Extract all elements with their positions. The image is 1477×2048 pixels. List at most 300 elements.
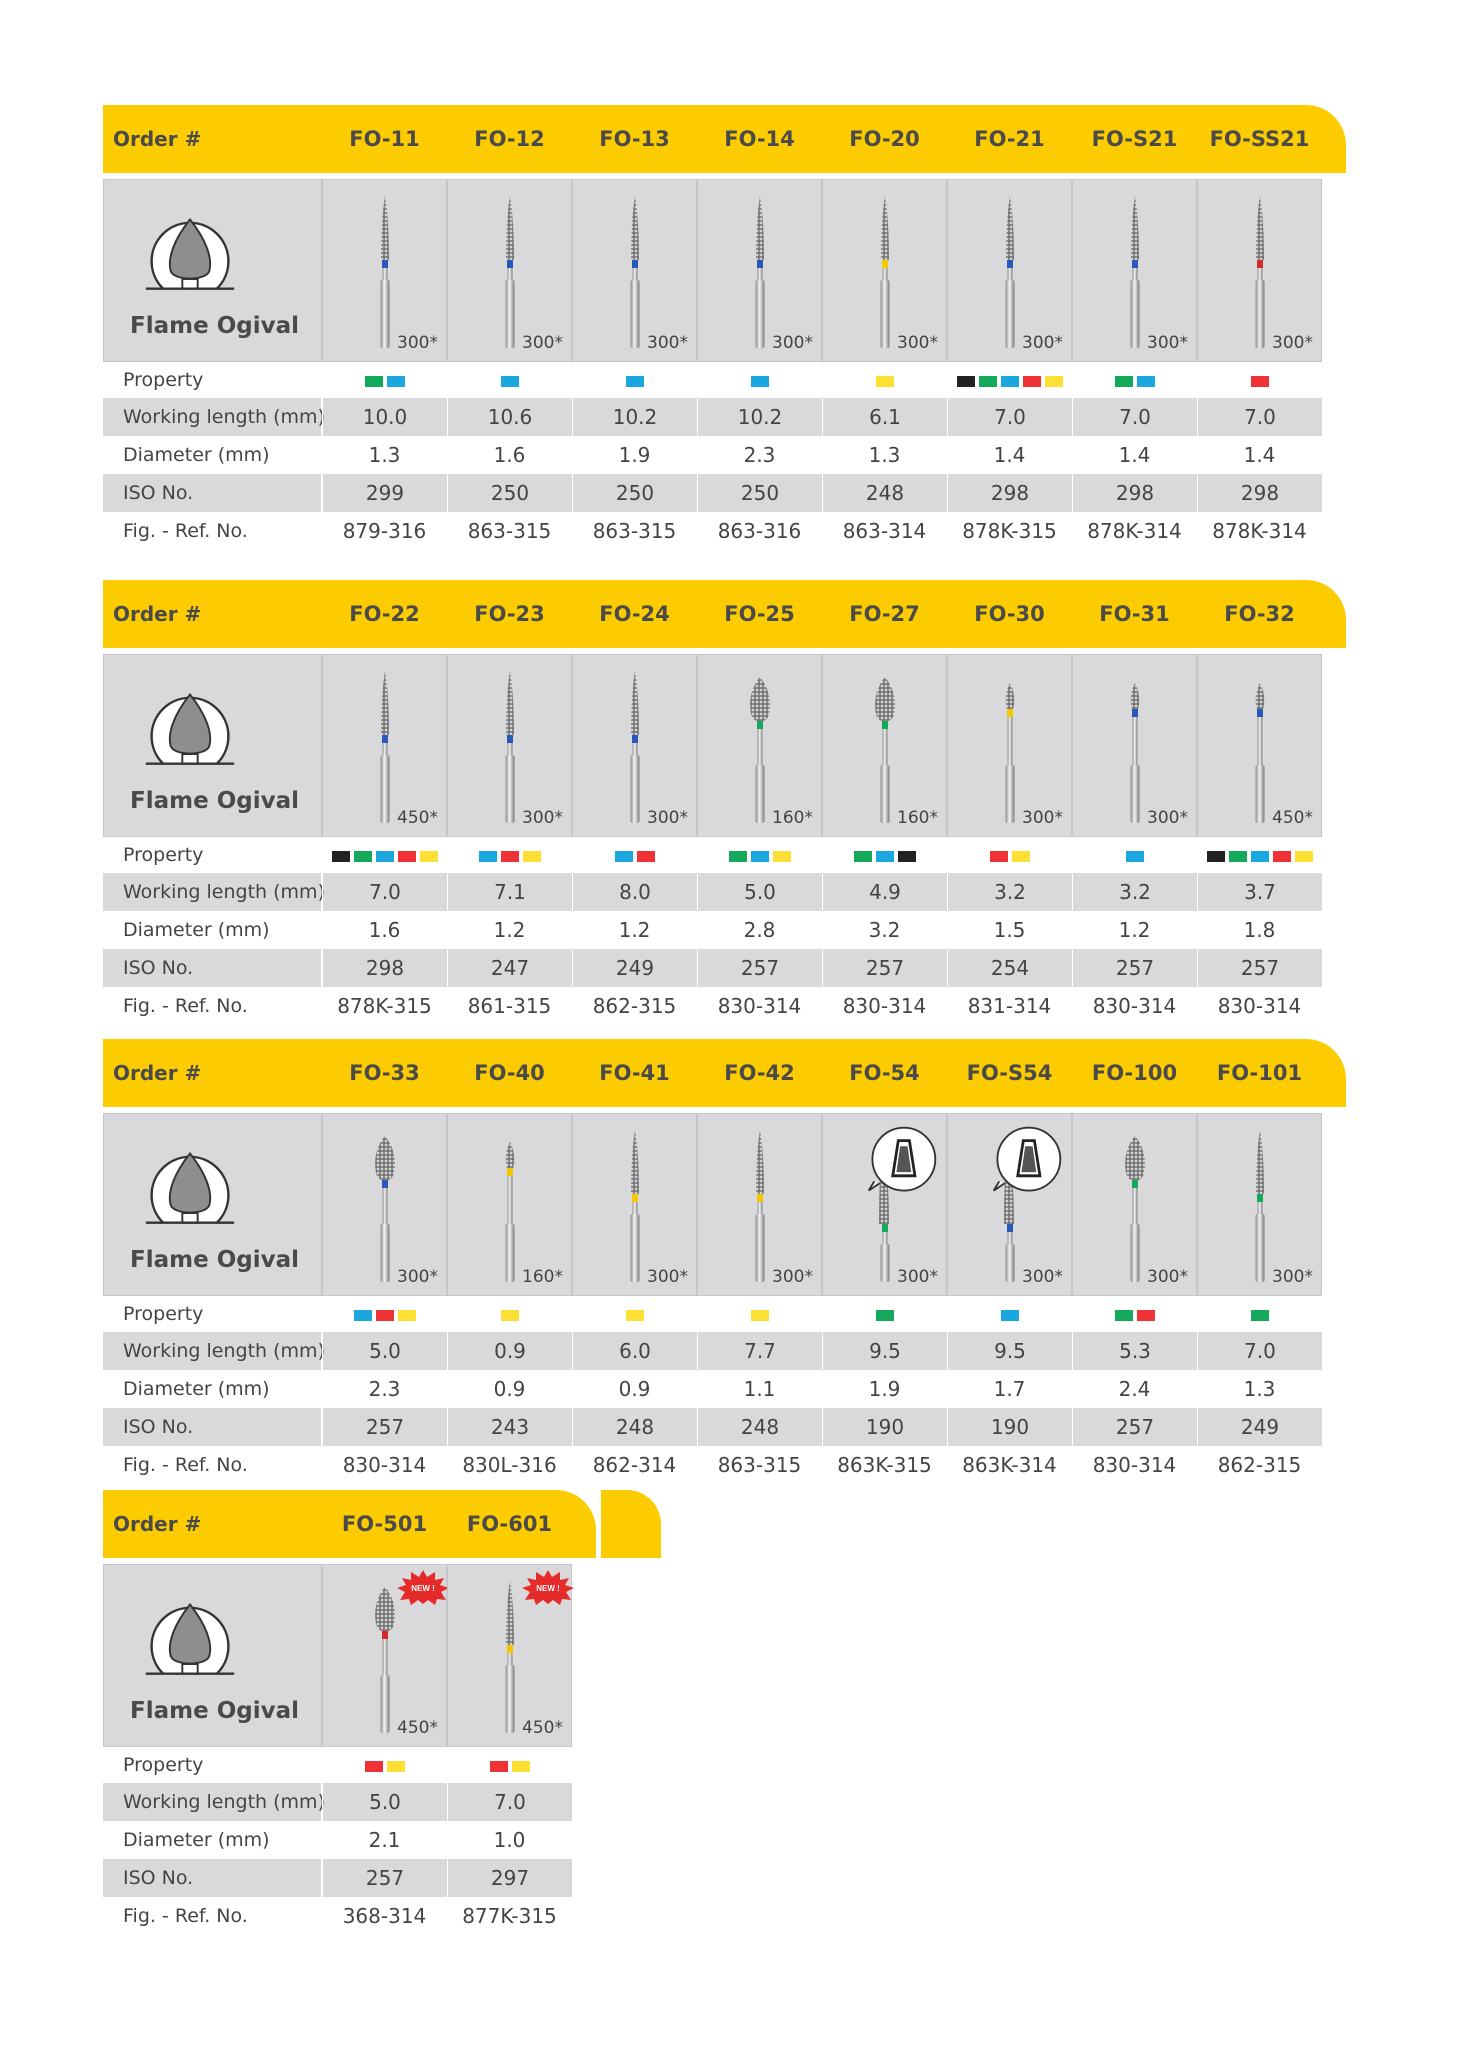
grit-label: 160* [522, 1267, 563, 1287]
working-length-value: 7.0 [1072, 398, 1197, 436]
new-badge-text: NEW ! [536, 1584, 560, 1593]
bur-cell [572, 1113, 697, 1296]
iso-number-value: 257 [1072, 949, 1197, 987]
fig-ref-number-value: 877K-315 [462, 1904, 557, 1928]
bur-cell [697, 654, 822, 837]
bur-image [740, 665, 780, 830]
property-row [103, 362, 1322, 398]
blue-swatch [876, 851, 894, 862]
bur-image [365, 190, 405, 355]
order-code: FO-14 [724, 127, 795, 151]
property-swatches [697, 843, 822, 867]
working-length-value: 6.0 [572, 1332, 697, 1370]
order-code: FO-54 [849, 1061, 920, 1085]
blue-swatch [615, 851, 633, 862]
flame-ogival-icon [142, 1142, 238, 1238]
fig-ref-number-label: Fig. - Ref. No. [123, 1905, 248, 1927]
iso-number-value: 257 [822, 949, 947, 987]
fig-ref-number-row [103, 1446, 1322, 1484]
fig-ref-number-value: 878K-314 [1087, 519, 1182, 543]
bur-cell [1197, 654, 1322, 837]
iso-number-value: 298 [1197, 474, 1322, 512]
fig-ref-number-label: Fig. - Ref. No. [123, 995, 248, 1017]
diameter-value: 2.3 [368, 1377, 401, 1401]
property-swatches [572, 1302, 697, 1326]
bur-image [1115, 190, 1155, 355]
diameter-value: 1.4 [1118, 443, 1151, 467]
fig-ref-number-value: 863-314 [842, 519, 927, 543]
iso-number-label: ISO No. [103, 949, 322, 987]
bur-image [1240, 665, 1280, 830]
working-length-row [103, 873, 1322, 911]
grit-label: 300* [397, 333, 438, 353]
fig-ref-number-value: 862-314 [592, 1453, 677, 1477]
diameter-value: 2.8 [743, 918, 776, 942]
green-swatch [729, 851, 747, 862]
order-header [103, 1490, 596, 1558]
order-code: FO-SS21 [1209, 127, 1310, 151]
diameter-label: Diameter (mm) [123, 919, 270, 941]
property-swatches [822, 1302, 947, 1326]
red-swatch [1023, 376, 1041, 387]
fig-ref-number-value: 861-315 [467, 994, 552, 1018]
fig-ref-number-value: 878K-315 [962, 519, 1057, 543]
yellow-swatch [1045, 376, 1063, 387]
bur-cell [572, 654, 697, 837]
working-length-label: Working length (mm) [103, 1783, 322, 1821]
diameter-value: 1.6 [493, 443, 526, 467]
bur-image [740, 1124, 780, 1289]
green-swatch [354, 851, 372, 862]
working-length-value: 5.0 [322, 1332, 447, 1370]
grit-label: 450* [522, 1718, 563, 1738]
working-length-row [103, 398, 1322, 436]
working-length-value: 10.2 [697, 398, 822, 436]
blue-swatch [1001, 1310, 1019, 1321]
iso-number-value: 257 [1197, 949, 1322, 987]
iso-number-value: 248 [822, 474, 947, 512]
working-length-value: 8.0 [572, 873, 697, 911]
fig-ref-number-value: 830-314 [1092, 994, 1177, 1018]
diameter-value: 2.1 [368, 1828, 401, 1852]
grit-label: 300* [1272, 1267, 1313, 1287]
green-swatch [876, 1310, 894, 1321]
bur-image [615, 190, 655, 355]
fig-ref-number-value: 862-315 [592, 994, 677, 1018]
grit-label: 450* [397, 808, 438, 828]
diameter-row [103, 911, 1322, 949]
yellow-swatch [420, 851, 438, 862]
order-label: Order # [113, 1061, 202, 1085]
working-length-value: 6.1 [822, 398, 947, 436]
iso-number-label: ISO No. [103, 1408, 322, 1446]
fig-ref-number-value: 830-314 [1092, 1453, 1177, 1477]
property-swatches [447, 368, 572, 392]
green-swatch [365, 376, 383, 387]
flame-ogival-icon [142, 1593, 238, 1689]
bur-cell [322, 1113, 447, 1296]
shape-cell [103, 1113, 322, 1296]
property-swatches [947, 843, 1072, 867]
working-length-value: 3.2 [1072, 873, 1197, 911]
bur-cell [822, 654, 947, 837]
fig-ref-number-value: 863-315 [592, 519, 677, 543]
working-length-label: Working length (mm) [103, 1332, 322, 1370]
blue-swatch [501, 376, 519, 387]
order-header [103, 580, 1346, 648]
grit-label: 300* [522, 808, 563, 828]
property-swatches [1072, 368, 1197, 392]
working-length-value: 9.5 [947, 1332, 1072, 1370]
property-swatches [572, 368, 697, 392]
red-swatch [376, 1310, 394, 1321]
yellow-swatch [387, 1761, 405, 1772]
red-swatch [501, 851, 519, 862]
shape-cell [103, 179, 322, 362]
fig-ref-number-label: Fig. - Ref. No. [123, 1454, 248, 1476]
shape-cell [103, 654, 322, 837]
working-length-value: 5.3 [1072, 1332, 1197, 1370]
blue-swatch [1001, 376, 1019, 387]
image-row [103, 1564, 572, 1747]
working-length-value: 7.0 [322, 873, 447, 911]
blue-swatch [1126, 851, 1144, 862]
working-length-row [103, 1332, 1322, 1370]
bur-image [990, 190, 1030, 355]
working-length-value: 10.6 [447, 398, 572, 436]
flame-ogival-icon [142, 683, 238, 779]
shape-name: Flame Ogival [130, 313, 299, 339]
bur-image [740, 190, 780, 355]
property-row [103, 1296, 1322, 1332]
green-swatch [979, 376, 997, 387]
diameter-value: 1.6 [368, 918, 401, 942]
grit-label: 300* [772, 1267, 813, 1287]
new-badge [396, 1569, 450, 1605]
black-swatch [1207, 851, 1225, 862]
shape-name: Flame Ogival [130, 1247, 299, 1273]
green-swatch [1115, 376, 1133, 387]
property-swatches [697, 1302, 822, 1326]
diameter-value: 0.9 [618, 1377, 651, 1401]
order-code: FO-30 [974, 602, 1045, 626]
grit-label: 300* [1022, 1267, 1063, 1287]
iso-number-value: 190 [822, 1408, 947, 1446]
order-code: FO-24 [599, 602, 670, 626]
diameter-row [103, 436, 1322, 474]
magnifier-detail-icon [990, 1124, 1064, 1198]
bur-cell [822, 179, 947, 362]
starburst-icon [521, 1569, 575, 1605]
green-swatch [1229, 851, 1247, 862]
iso-number-label: ISO No. [103, 1859, 322, 1897]
property-label: Property [123, 844, 204, 866]
bur-image [1240, 190, 1280, 355]
bur-cell [947, 179, 1072, 362]
order-code: FO-31 [1099, 602, 1170, 626]
bur-cell [447, 654, 572, 837]
bur-cell [697, 1113, 822, 1296]
diameter-value: 1.1 [743, 1377, 776, 1401]
property-label: Property [123, 1754, 204, 1776]
red-swatch [365, 1761, 383, 1772]
diameter-row [103, 1821, 572, 1859]
working-length-value: 7.0 [447, 1783, 572, 1821]
iso-number-value: 248 [697, 1408, 822, 1446]
bur-image [615, 665, 655, 830]
order-code: FO-41 [599, 1061, 670, 1085]
fig-ref-number-row [103, 987, 1322, 1025]
property-swatches [1197, 368, 1322, 392]
diameter-value: 1.3 [1243, 1377, 1276, 1401]
red-swatch [1137, 1310, 1155, 1321]
red-swatch [490, 1761, 508, 1772]
header-tab-stub [601, 1490, 661, 1558]
grit-label: 450* [397, 1718, 438, 1738]
working-length-value: 5.0 [697, 873, 822, 911]
property-swatches [947, 1302, 1072, 1326]
iso-number-value: 250 [447, 474, 572, 512]
fig-ref-number-value: 831-314 [967, 994, 1052, 1018]
diameter-label: Diameter (mm) [123, 1829, 270, 1851]
diameter-value: 1.3 [868, 443, 901, 467]
fig-ref-number-label: Fig. - Ref. No. [123, 520, 248, 542]
diameter-value: 0.9 [493, 1377, 526, 1401]
property-swatches [572, 843, 697, 867]
order-label: Order # [113, 127, 202, 151]
order-header [103, 1039, 1346, 1107]
starburst-icon [396, 1569, 450, 1605]
diameter-value: 1.3 [368, 443, 401, 467]
bur-image [1240, 1124, 1280, 1289]
property-swatches [322, 1302, 447, 1326]
order-code: FO-11 [349, 127, 420, 151]
bur-image [490, 665, 530, 830]
diameter-value: 2.3 [743, 443, 776, 467]
magnifier-detail-icon [865, 1124, 939, 1198]
grit-label: 300* [897, 1267, 938, 1287]
property-label: Property [123, 1303, 204, 1325]
bur-cell [322, 654, 447, 837]
fig-ref-number-row [103, 512, 1322, 550]
bur-cell [1197, 179, 1322, 362]
blue-swatch [354, 1310, 372, 1321]
property-swatches [947, 368, 1072, 392]
iso-number-row [103, 474, 1322, 512]
bur-cell [697, 179, 822, 362]
fig-ref-number-value: 878K-315 [337, 994, 432, 1018]
black-swatch [898, 851, 916, 862]
blue-swatch [1251, 851, 1269, 862]
order-code: FO-21 [974, 127, 1045, 151]
fig-ref-number-value: 878K-314 [1212, 519, 1307, 543]
diameter-value: 1.9 [618, 443, 651, 467]
iso-number-value: 190 [947, 1408, 1072, 1446]
bur-image [490, 1124, 530, 1289]
working-length-value: 7.0 [947, 398, 1072, 436]
fig-ref-number-value: 862-315 [1217, 1453, 1302, 1477]
diameter-label: Diameter (mm) [123, 1378, 270, 1400]
blue-swatch [376, 851, 394, 862]
property-swatches [447, 1302, 572, 1326]
iso-number-value: 243 [447, 1408, 572, 1446]
grit-label: 300* [772, 333, 813, 353]
order-code: FO-33 [349, 1061, 420, 1085]
red-swatch [398, 851, 416, 862]
working-length-row [103, 1783, 572, 1821]
fig-ref-number-value: 368-314 [342, 1904, 427, 1928]
property-swatches [1197, 843, 1322, 867]
red-swatch [1251, 376, 1269, 387]
grit-label: 300* [522, 333, 563, 353]
fig-ref-number-value: 863-315 [717, 1453, 802, 1477]
grit-label: 300* [1147, 333, 1188, 353]
blue-swatch [387, 376, 405, 387]
grit-label: 300* [1022, 333, 1063, 353]
grit-label: 300* [1147, 1267, 1188, 1287]
yellow-swatch [512, 1761, 530, 1772]
property-row [103, 837, 1322, 873]
order-code: FO-25 [724, 602, 795, 626]
working-length-value: 7.0 [1197, 398, 1322, 436]
product-table-2 [103, 580, 1322, 1025]
working-length-label: Working length (mm) [103, 873, 322, 911]
bur-cell [447, 179, 572, 362]
green-swatch [1115, 1310, 1133, 1321]
fig-ref-number-value: 830L-316 [462, 1453, 557, 1477]
grit-label: 450* [1272, 808, 1313, 828]
working-length-value: 3.2 [947, 873, 1072, 911]
bur-cell [1197, 1113, 1322, 1296]
iso-number-value: 298 [322, 949, 447, 987]
image-row [103, 1113, 1322, 1296]
blue-swatch [751, 376, 769, 387]
green-swatch [1251, 1310, 1269, 1321]
property-swatches [697, 368, 822, 392]
order-code: FO-S21 [1091, 127, 1178, 151]
diameter-value: 1.2 [1118, 918, 1151, 942]
diameter-value: 1.9 [868, 1377, 901, 1401]
working-length-value: 0.9 [447, 1332, 572, 1370]
working-length-value: 5.0 [322, 1783, 447, 1821]
fig-ref-number-value: 879-316 [342, 519, 427, 543]
bur-cell [447, 1564, 572, 1747]
diameter-row [103, 1370, 1322, 1408]
diameter-value: 1.4 [1243, 443, 1276, 467]
shape-name: Flame Ogival [130, 1698, 299, 1724]
iso-number-value: 257 [322, 1859, 447, 1897]
diameter-value: 1.8 [1243, 918, 1276, 942]
grit-label: 160* [897, 808, 938, 828]
bur-image [865, 665, 905, 830]
fig-ref-number-value: 830-314 [717, 994, 802, 1018]
iso-number-value: 248 [572, 1408, 697, 1446]
property-swatches [447, 843, 572, 867]
shape-cell [103, 1564, 322, 1747]
iso-number-row [103, 1408, 1322, 1446]
bur-image [1115, 665, 1155, 830]
fig-ref-number-value: 863-315 [467, 519, 552, 543]
yellow-swatch [398, 1310, 416, 1321]
order-code: FO-13 [599, 127, 670, 151]
bur-image [1115, 1124, 1155, 1289]
working-length-value: 3.7 [1197, 873, 1322, 911]
property-label: Property [123, 369, 204, 391]
fig-ref-number-value: 830-314 [842, 994, 927, 1018]
property-swatches [822, 843, 947, 867]
bur-cell [322, 179, 447, 362]
yellow-swatch [1295, 851, 1313, 862]
order-code: FO-501 [341, 1512, 428, 1536]
order-code: FO-27 [849, 602, 920, 626]
working-length-value: 9.5 [822, 1332, 947, 1370]
black-swatch [332, 851, 350, 862]
bur-image [990, 665, 1030, 830]
fig-ref-number-value: 863K-315 [837, 1453, 932, 1477]
diameter-value: 1.2 [493, 918, 526, 942]
iso-number-value: 249 [1197, 1408, 1322, 1446]
working-length-value: 10.0 [322, 398, 447, 436]
iso-number-row [103, 1859, 572, 1897]
bur-cell [947, 654, 1072, 837]
bur-cell [1072, 654, 1197, 837]
red-swatch [1273, 851, 1291, 862]
property-row [103, 1747, 572, 1783]
fig-ref-number-value: 863K-314 [962, 1453, 1057, 1477]
yellow-swatch [773, 851, 791, 862]
new-badge [521, 1569, 575, 1605]
blue-swatch [1137, 376, 1155, 387]
property-swatches [1072, 1302, 1197, 1326]
bur-cell [947, 1113, 1072, 1296]
bur-image [865, 190, 905, 355]
bur-image [365, 665, 405, 830]
iso-number-value: 257 [697, 949, 822, 987]
diameter-value: 3.2 [868, 918, 901, 942]
bur-image [490, 190, 530, 355]
iso-number-label: ISO No. [103, 474, 322, 512]
bur-cell [1072, 1113, 1197, 1296]
working-length-value: 4.9 [822, 873, 947, 911]
property-swatches [322, 1753, 447, 1777]
iso-number-value: 297 [447, 1859, 572, 1897]
yellow-swatch [876, 376, 894, 387]
yellow-swatch [751, 1310, 769, 1321]
grit-label: 300* [1147, 808, 1188, 828]
red-swatch [990, 851, 1008, 862]
bur-image [365, 1124, 405, 1289]
yellow-swatch [1012, 851, 1030, 862]
iso-number-value: 250 [572, 474, 697, 512]
iso-number-value: 257 [1072, 1408, 1197, 1446]
working-length-value: 7.1 [447, 873, 572, 911]
order-code: FO-42 [724, 1061, 795, 1085]
bur-cell [447, 1113, 572, 1296]
shape-name: Flame Ogival [130, 788, 299, 814]
iso-number-value: 249 [572, 949, 697, 987]
iso-number-value: 298 [1072, 474, 1197, 512]
property-swatches [447, 1753, 572, 1777]
product-table-1 [103, 105, 1322, 550]
property-swatches [322, 843, 447, 867]
diameter-value: 1.4 [993, 443, 1026, 467]
property-swatches [1072, 843, 1197, 867]
fig-ref-number-value: 830-314 [1217, 994, 1302, 1018]
property-swatches [822, 368, 947, 392]
product-table-3 [103, 1039, 1322, 1484]
diameter-value: 1.0 [493, 1828, 526, 1852]
order-code: FO-601 [466, 1512, 553, 1536]
